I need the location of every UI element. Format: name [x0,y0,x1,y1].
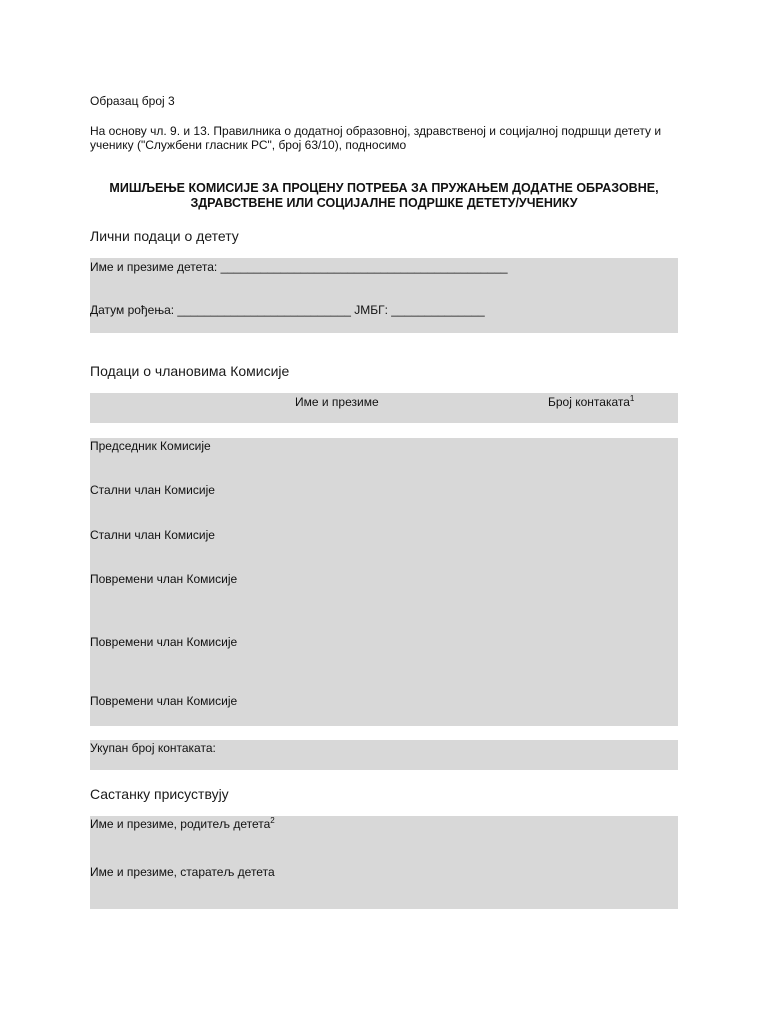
title-line-1: МИШЉЕЊЕ КОМИСИЈЕ ЗА ПРОЦЕНУ ПОТРЕБА ЗА ПРУЖАЊЕМ ДОДАТНЕ ОБРАЗОВНЕ, [109,181,659,195]
member-row[interactable]: Председник Комисије [90,439,211,453]
parent-label: Име и презиме, родитељ детета [90,817,271,831]
title-line-2: ЗДРАВСТВЕНЕ ИЛИ СОЦИЈАЛНЕ ПОДРШКЕ ДЕТЕТУ/УЧЕНИКУ [190,196,578,210]
member-row[interactable]: Повремени члан Комисије [90,572,238,586]
member-row[interactable]: Стални члан Комисије [90,528,215,542]
commission-heading: Подаци о члановима Комисије [90,363,290,379]
guardian-field[interactable]: Име и презиме, старатељ детета [90,865,275,879]
col-name-header: Име и презиме [295,395,379,409]
col-contacts-header [548,395,634,409]
commission-header-row [90,393,678,423]
personal-data-box [90,258,678,333]
intro-text: На основу чл. 9. и 13. Правилника о додатној образовној, здравственој и социјалној подршци детету и ученику ("Службени гласник РС", број 63/10), подносимо [90,124,662,152]
total-contacts-field[interactable]: Укупан број контаката: [90,741,216,755]
meeting-heading: Састанку присуствују [90,786,229,802]
document-title [90,181,678,211]
meeting-box [90,816,678,909]
member-row[interactable]: Стални члан Комисије [90,483,215,497]
col-contacts-label: Број контаката [548,395,630,409]
personal-data-heading: Лични подаци о детету [90,228,239,244]
child-name-field[interactable]: Име и презиме детета: ___________________________________________ [90,260,508,274]
commission-members-box [90,438,678,726]
parent-field[interactable] [90,817,275,831]
footnote-1-marker: 1 [629,394,635,403]
form-number: Образац број 3 [90,94,175,108]
footnote-2-marker: 2 [270,816,275,825]
member-row[interactable]: Повремени члан Комисије [90,694,238,708]
birth-date-jmbg-field[interactable]: Датум рођења: __________________________ ЈМБГ: ______________ [90,303,485,317]
member-row[interactable]: Повремени члан Комисије [90,635,238,649]
total-contacts-box [90,740,678,770]
